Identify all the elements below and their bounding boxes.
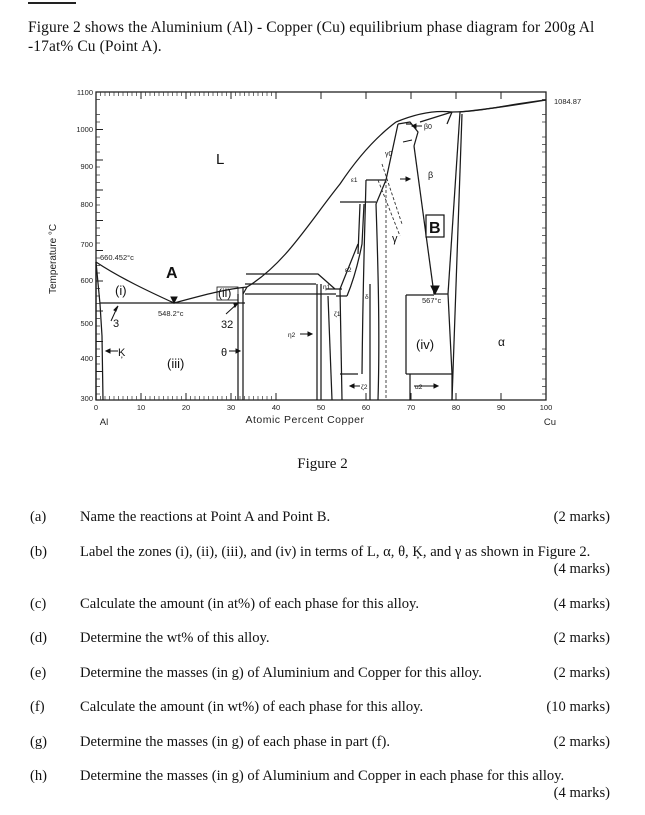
x-tick-label: 20 bbox=[181, 403, 191, 412]
eutectic-temp-label: 548.2°c bbox=[158, 309, 184, 318]
liquidus-mid bbox=[247, 122, 396, 287]
figure-caption: Figure 2 bbox=[297, 456, 348, 472]
question-marks: (2 marks) bbox=[553, 665, 610, 681]
major-ticks bbox=[96, 92, 501, 400]
x-tick-labels bbox=[94, 403, 552, 412]
question-text: Determine the masses (in g) of Aluminium and Copper for this alloy. bbox=[80, 665, 482, 681]
gamma-left bbox=[376, 204, 379, 400]
liquid-label: L bbox=[216, 151, 225, 168]
y-tick-label: 1000 bbox=[76, 125, 93, 134]
x-tick-label: 70 bbox=[406, 403, 416, 412]
beta0-label: β0 bbox=[424, 124, 432, 131]
zeta-left bbox=[328, 296, 332, 400]
x-tick-label: 80 bbox=[451, 403, 461, 412]
zeta1-label: ζ1 bbox=[334, 311, 341, 318]
delta-label: δ bbox=[365, 294, 369, 301]
cu-element-label: Cu bbox=[543, 417, 557, 428]
al-element-label: Al bbox=[99, 417, 109, 428]
question-marks: (4 marks) bbox=[553, 596, 610, 612]
y-tick-label: 700 bbox=[80, 240, 93, 249]
gamma-label: γ bbox=[392, 233, 398, 245]
eta2-label: η2 bbox=[288, 332, 296, 339]
temperature-labels bbox=[100, 97, 581, 318]
gamma0-pointer bbox=[403, 140, 412, 142]
gamma0-label: γ0 bbox=[385, 151, 393, 158]
question-text: Determine the wt% of this alloy. bbox=[80, 630, 270, 646]
question-label: (c) bbox=[30, 596, 47, 612]
phase-boundaries bbox=[96, 100, 546, 400]
composition-32-label: 32 bbox=[221, 319, 234, 331]
x-tick-label: 10 bbox=[136, 403, 146, 412]
question-text: Calculate the amount (in wt%) of each phase for this alloy. bbox=[80, 699, 424, 715]
intro-paragraph: Figure 2 shows the Aluminium (Al) - Copper (Cu) equilibrium phase diagram for 200g Al -17at% Cu (Point A). bbox=[28, 19, 595, 55]
eutectoid-temp-label: 567°c bbox=[422, 296, 442, 305]
y-tick-labels bbox=[76, 88, 93, 403]
alpha-zone-left bbox=[448, 294, 452, 374]
question-text: Name the reactions at Point A and Point B. bbox=[80, 509, 331, 525]
question-text: Determine the masses (in g) of Aluminium and Copper in each phase for this alloy. bbox=[80, 768, 565, 784]
zeta2-label: ζ2 bbox=[361, 384, 368, 391]
alpha2-label: α2 bbox=[415, 384, 423, 391]
y-tick-label: 300 bbox=[80, 394, 93, 403]
y-tick-label: 1100 bbox=[76, 88, 93, 97]
question-label: (f) bbox=[30, 699, 45, 715]
epsilon2-label: ε2 bbox=[345, 267, 352, 274]
dashed-boundaries bbox=[378, 164, 402, 400]
al-melting-label: 660.452°c bbox=[100, 253, 134, 262]
liquidus-theta bbox=[174, 287, 247, 303]
y-tick-label: 600 bbox=[80, 276, 93, 285]
epsilon-inner bbox=[358, 204, 360, 254]
liquidus-al-side bbox=[96, 262, 174, 303]
beta-label: β bbox=[428, 170, 434, 180]
question-marks: (2 marks) bbox=[553, 734, 610, 750]
composition-3-label: 3 bbox=[113, 318, 120, 330]
y-tick-label: 800 bbox=[80, 200, 93, 209]
x-tick-label: 0 bbox=[93, 403, 99, 412]
question-label: (e) bbox=[30, 665, 47, 681]
cu-melting-label: 1084.87 bbox=[554, 97, 582, 106]
question-label: (h) bbox=[30, 768, 48, 784]
x-tick-label: 90 bbox=[496, 403, 506, 412]
beta-right bbox=[448, 112, 460, 294]
eta1-label: η1 bbox=[323, 284, 331, 291]
zone-i-label: (i) bbox=[115, 283, 127, 298]
y-axis-title: Temperature °C bbox=[48, 223, 59, 294]
question-text: Label the zones (i), (ii), (iii), and (iv) in terms of L, α, θ, Ķ, and γ as shown in Figure 2. bbox=[80, 544, 591, 560]
y-tick-label: 900 bbox=[80, 162, 93, 171]
eta-dome bbox=[246, 274, 335, 289]
al-cu-phase-diagram bbox=[40, 84, 600, 434]
zone-iv-label: (iv) bbox=[416, 337, 435, 352]
question-text: Calculate the amount (in at%) of each phase for this alloy. bbox=[80, 596, 420, 612]
point-b-label: B bbox=[429, 220, 441, 237]
x-tick-label: 100 bbox=[539, 403, 553, 412]
x-tick-label: 40 bbox=[271, 403, 281, 412]
kappa-label: Ķ bbox=[118, 347, 126, 359]
zone-iii-label: (iii) bbox=[167, 356, 185, 371]
question-label: (g) bbox=[30, 734, 48, 750]
point-b-marker bbox=[431, 286, 439, 294]
x-tick-label: 60 bbox=[361, 403, 371, 412]
question-label: (a) bbox=[30, 509, 47, 525]
header-rule bbox=[28, 2, 76, 4]
point-a-label: A bbox=[166, 265, 178, 282]
x-axis-title: Atomic Percent Copper bbox=[245, 414, 365, 426]
x-tick-label: 50 bbox=[316, 403, 326, 412]
theta-label: θ bbox=[221, 347, 228, 359]
question-marks: (2 marks) bbox=[553, 509, 610, 525]
question-marks: (10 marks) bbox=[546, 699, 610, 715]
gamma-corner bbox=[376, 180, 386, 204]
zone-ii-label: (ii) bbox=[218, 286, 232, 300]
question-marks: (4 marks) bbox=[553, 785, 610, 801]
zeta-right bbox=[340, 289, 342, 400]
phase-labels bbox=[118, 124, 505, 391]
question-marks: (2 marks) bbox=[553, 630, 610, 646]
y-tick-label: 500 bbox=[80, 319, 93, 328]
x-tick-label: 30 bbox=[226, 403, 236, 412]
epsilon1-label: ε1 bbox=[351, 177, 358, 184]
y-tick-label: 400 bbox=[80, 354, 93, 363]
question-marks: (4 marks) bbox=[553, 561, 610, 577]
question-label: (b) bbox=[30, 544, 48, 560]
question-text: Determine the masses (in g) of each phase in part (f). bbox=[80, 734, 390, 750]
question-label: (d) bbox=[30, 630, 48, 646]
alpha-label: α bbox=[498, 335, 505, 349]
